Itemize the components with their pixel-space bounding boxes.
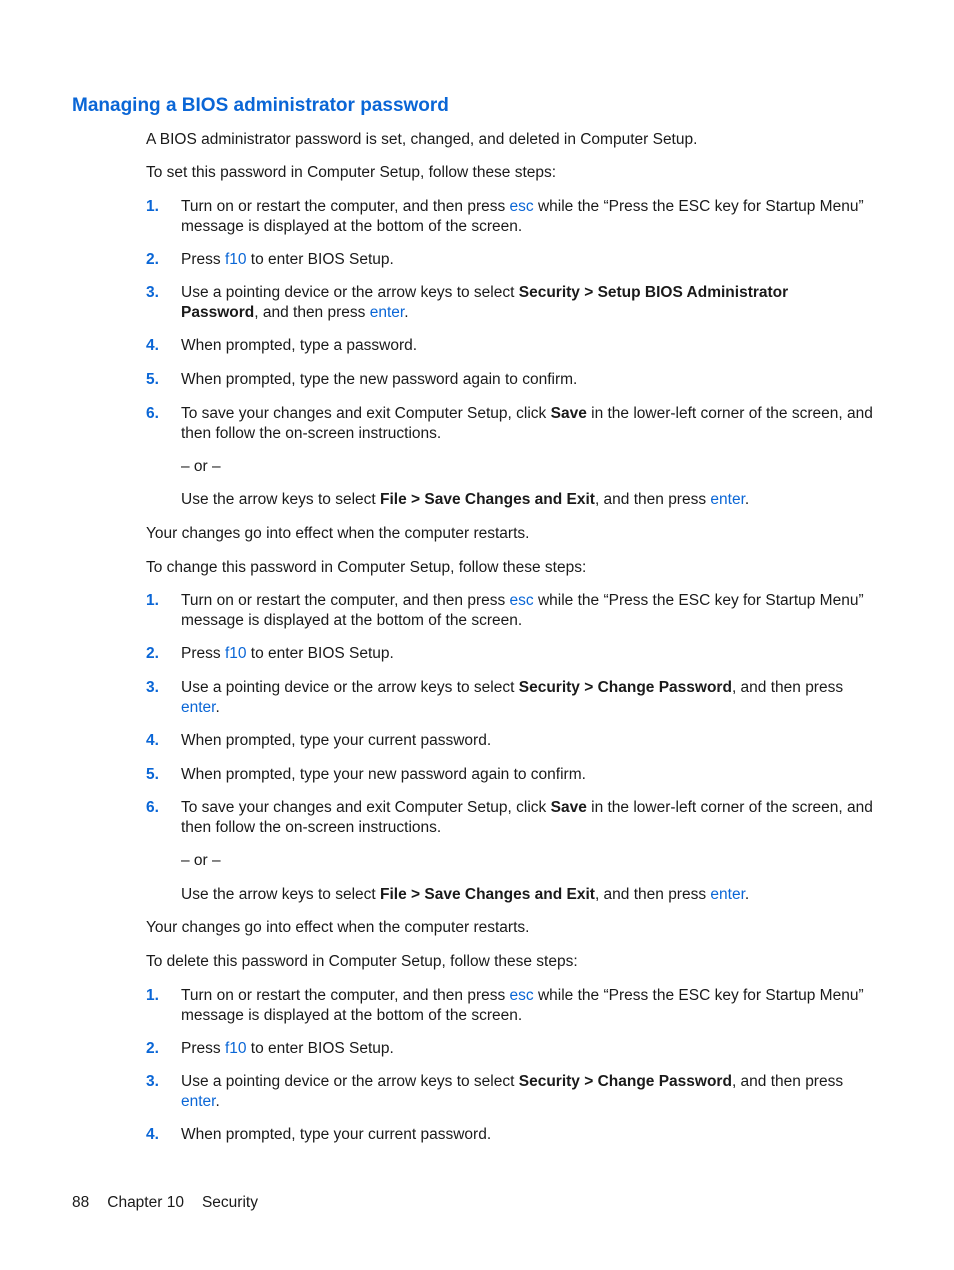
change-step-4-number: 4. [146,732,159,749]
change-step-2-number: 2. [146,645,159,662]
change-step-1-number: 1. [146,592,159,609]
key-f10: f10 [224,251,247,268]
change-step-5: When prompted, type your new password again to confirm. [181,766,586,783]
change-outro: Your changes go into effect when the computer restarts. [146,919,530,936]
set-step-4: When prompted, type a password. [181,337,418,354]
key-esc: esc [509,987,534,1004]
section-heading: Managing a BIOS administrator password [72,95,449,116]
key-f10: f10 [224,1040,247,1057]
change-step-1: Turn on or restart the computer, and then press esc while the “Press the ESC key for Startup Menu” message is displayed at the bottom of the screen. [181,592,864,629]
delete-step-2: Press f10 to enter BIOS Setup. [181,1040,394,1057]
set-step-2: Press f10 to enter BIOS Setup. [181,251,394,268]
change-alternative: Use the arrow keys to select File > Save Changes and Exit, and then press enter. [181,886,750,903]
set-step-5: When prompted, type the new password again to confirm. [181,371,578,388]
change-step-3: Use a pointing device or the arrow keys to select Security > Change Password, and then press enter. [181,679,844,716]
set-step-2-number: 2. [146,251,159,268]
delete-step-3: Use a pointing device or the arrow keys to select Security > Change Password, and then press enter. [181,1073,844,1110]
delete-step-1-number: 1. [146,987,159,1004]
key-esc: esc [509,592,534,609]
set-outro: Your changes go into effect when the computer restarts. [146,525,530,542]
change-or-separator: – or – [181,852,221,869]
change-step-5-number: 5. [146,766,159,783]
set-step-3: Use a pointing device or the arrow keys to select Security > Setup BIOS Administrator Password, and then press enter. [181,284,789,321]
change-step-6-number: 6. [146,799,159,816]
delete-step-4: When prompted, type your current password. [181,1126,492,1143]
delete-step-4-number: 4. [146,1126,159,1143]
key-enter: enter [369,303,405,321]
delete-step-1: Turn on or restart the computer, and then press esc while the “Press the ESC key for Startup Menu” message is displayed at the bottom of the screen. [181,987,864,1024]
set-or-separator: – or – [181,458,221,475]
key-enter: enter [181,698,216,716]
delete-lead: To delete this password in Computer Setup, follow these steps: [146,953,578,970]
change-lead: To change this password in Computer Setup, follow these steps: [146,559,587,576]
set-step-6: To save your changes and exit Computer Setup, click Save in the lower-left corner of the screen, and then follow the on-screen instructions. [181,405,873,442]
chapter-title: Security [201,1194,258,1211]
set-step-1: Turn on or restart the computer, and then press esc while the “Press the ESC key for Startup Menu” message is displayed at the bottom of the screen. [181,198,864,235]
page-footer [72,1193,276,1213]
change-step-4: When prompted, type your current password. [181,732,492,749]
key-esc: esc [509,198,534,215]
key-enter: enter [710,886,745,903]
change-step-2: Press f10 to enter BIOS Setup. [181,645,394,662]
intro-paragraph: A BIOS administrator password is set, changed, and deleted in Computer Setup. [146,131,698,148]
set-lead: To set this password in Computer Setup, follow these steps: [146,164,557,181]
set-alternative: Use the arrow keys to select File > Save Changes and Exit, and then press enter. [181,491,750,508]
set-step-3-number: 3. [146,284,159,301]
set-step-4-number: 4. [146,337,159,354]
key-enter: enter [181,1092,216,1110]
chapter-label: Chapter 10 [107,1194,184,1211]
key-f10: f10 [224,645,247,662]
change-step-6: To save your changes and exit Computer Setup, click Save in the lower-left corner of the screen, and then follow the on-screen instructions. [181,799,873,836]
set-step-6-number: 6. [146,405,159,422]
change-step-3-number: 3. [146,679,159,696]
key-enter: enter [710,491,745,508]
set-step-1-number: 1. [146,198,159,215]
delete-step-3-number: 3. [146,1073,159,1090]
delete-step-2-number: 2. [146,1040,159,1057]
page-number: 88 [72,1194,90,1211]
set-step-5-number: 5. [146,371,159,388]
